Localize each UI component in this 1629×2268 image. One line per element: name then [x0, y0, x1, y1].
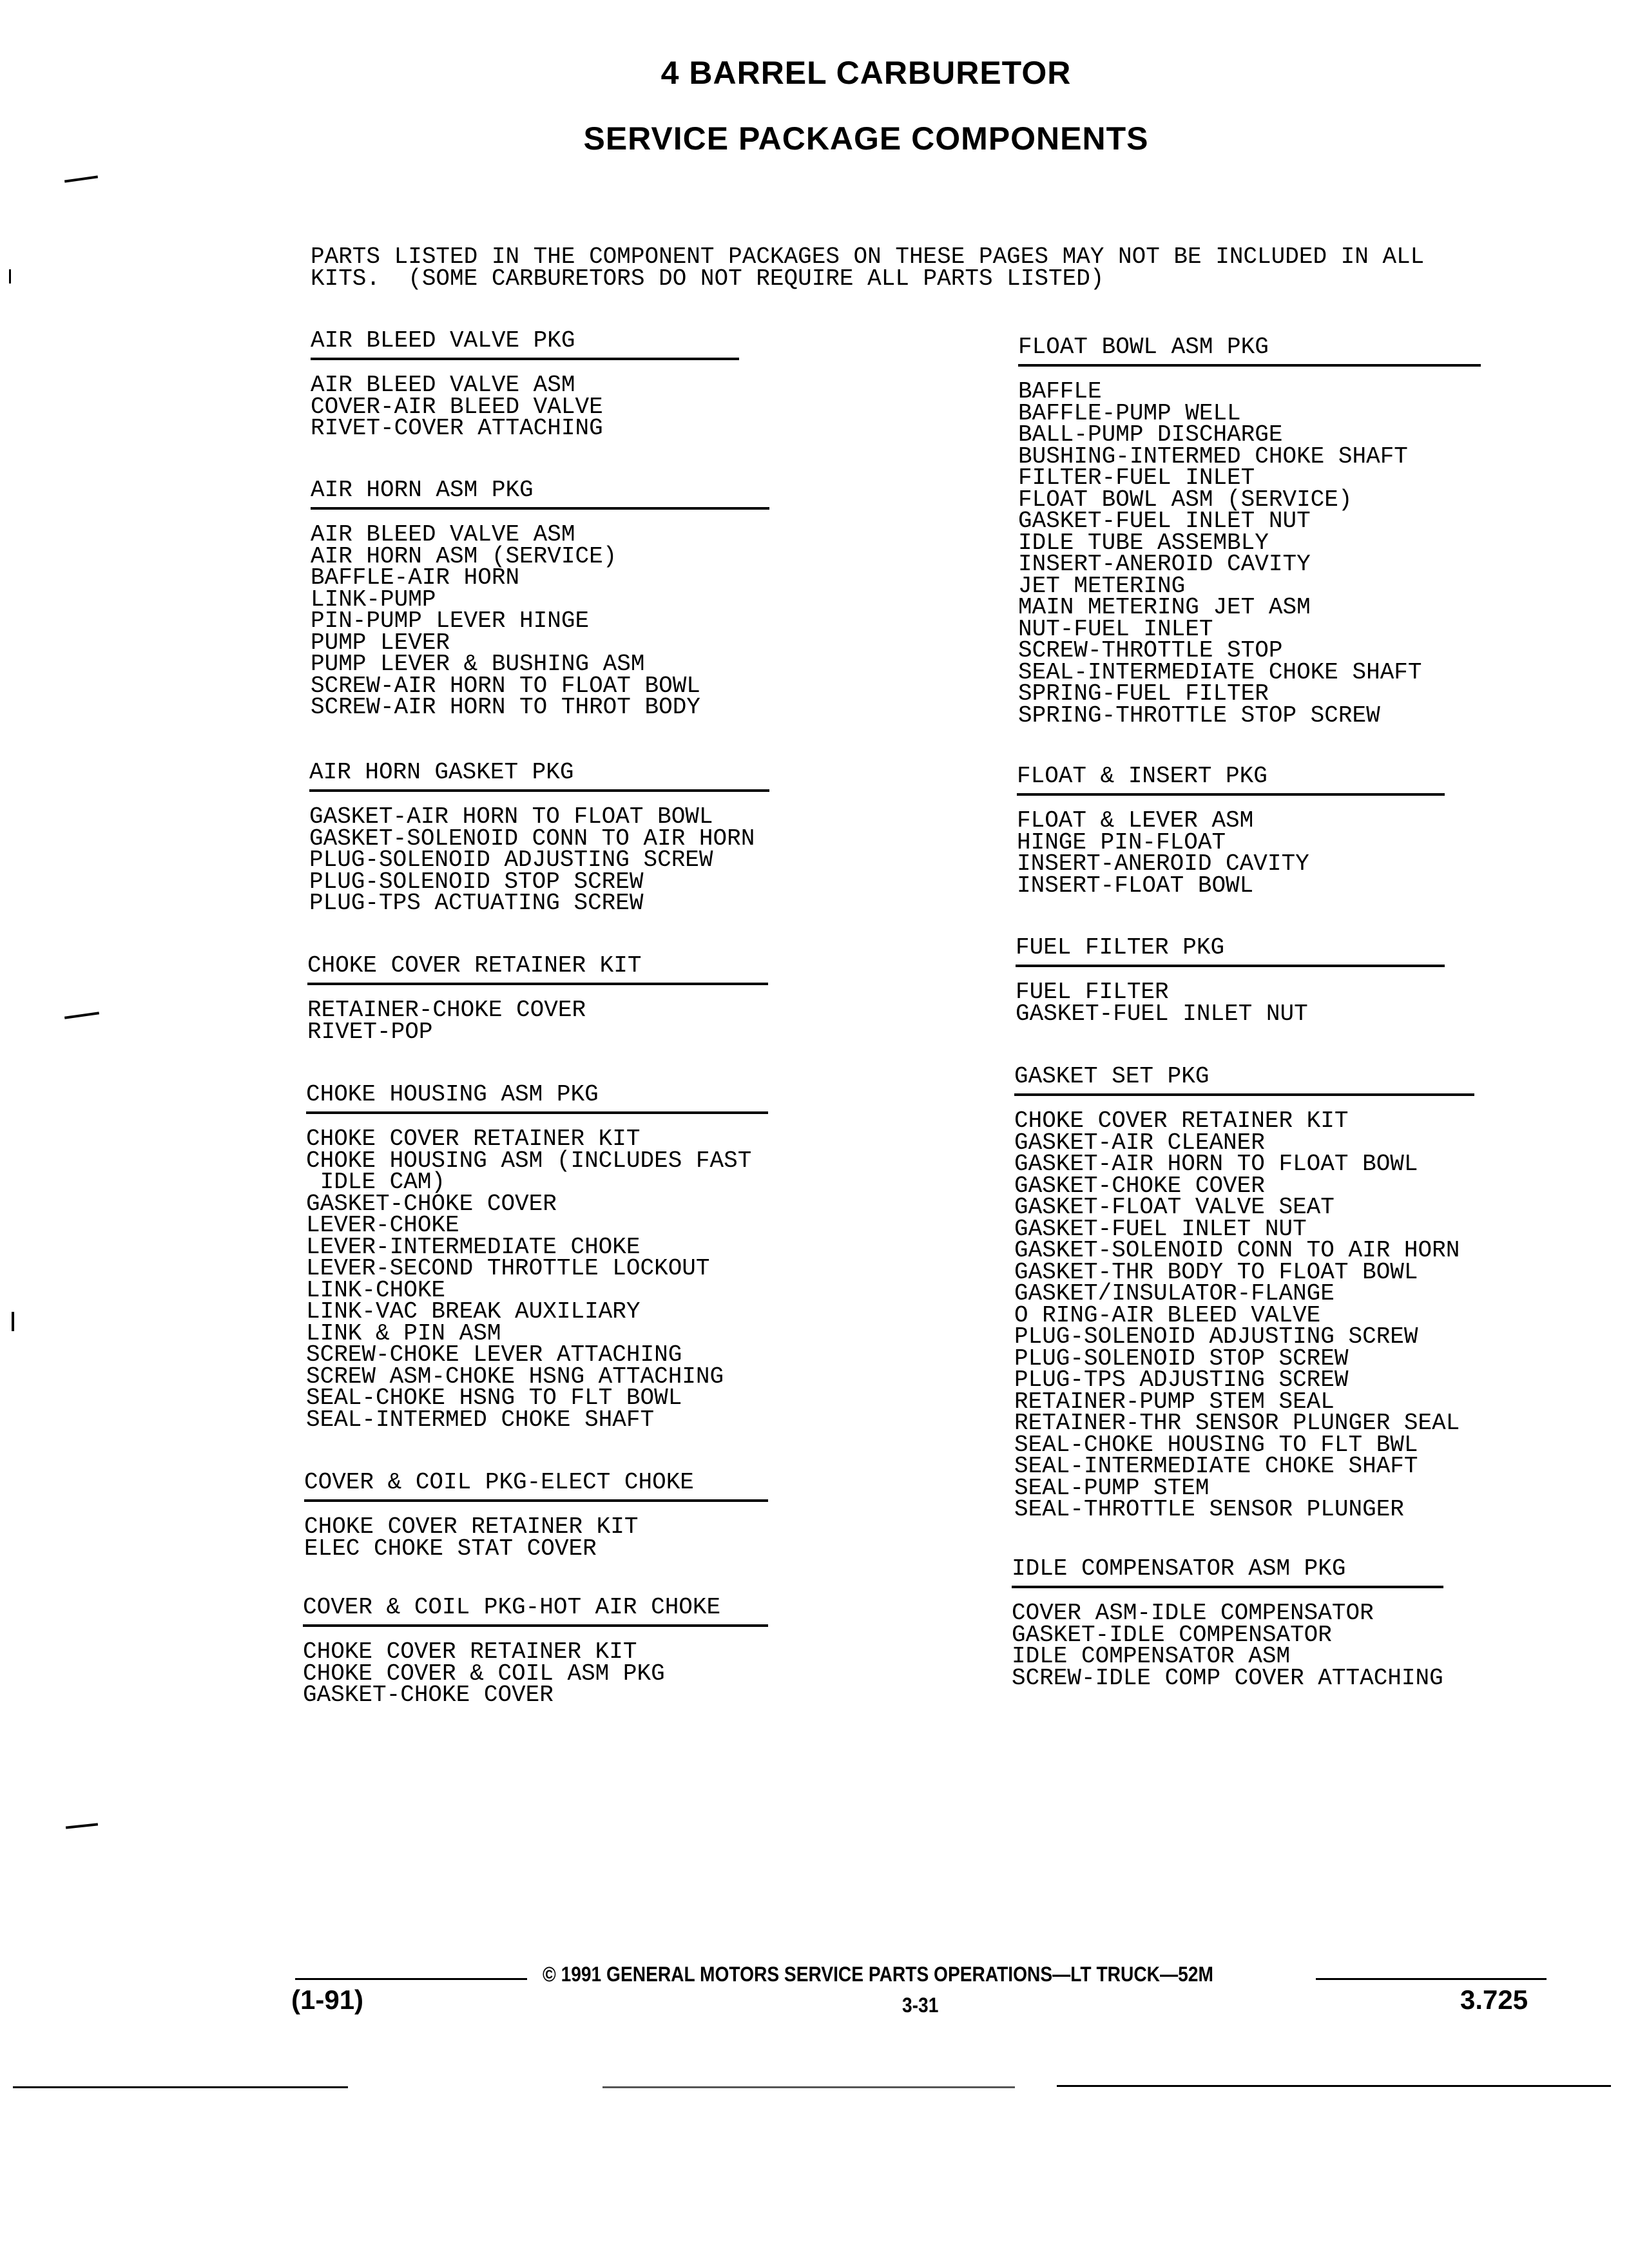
- list-item: PUMP LEVER: [311, 629, 450, 656]
- package-heading: CHOKE HOUSING ASM PKG: [306, 1081, 768, 1114]
- list-item: O RING-AIR BLEED VALVE: [1014, 1302, 1321, 1329]
- list-item: COVER ASM-IDLE COMPENSATOR: [1012, 1600, 1374, 1626]
- package-heading: COVER & COIL PKG-HOT AIR CHOKE: [303, 1594, 768, 1627]
- package-fuel-filter: [1016, 934, 1445, 1027]
- list-item: GASKET-FUEL INLET NUT: [1018, 508, 1311, 534]
- list-item: RETAINER-PUMP STEM SEAL: [1014, 1388, 1335, 1415]
- list-item: BUSHING-INTERMED CHOKE SHAFT: [1018, 443, 1408, 470]
- list-item: IDLE CAM): [306, 1169, 446, 1195]
- list-item: BAFFLE-PUMP WELL: [1018, 399, 1241, 427]
- list-item: INSERT-ANEROID CAVITY: [1018, 551, 1311, 577]
- package-items: [1014, 1110, 1474, 1521]
- list-item: LINK & PIN ASM: [306, 1320, 501, 1347]
- list-item: LEVER-CHOKE: [306, 1212, 459, 1238]
- list-item: GASKET-THR BODY TO FLOAT BOWL: [1014, 1258, 1418, 1285]
- list-item: GASKET-CHOKE COVER: [1014, 1172, 1265, 1199]
- list-item: SEAL-INTERMEDIATE CHOKE SHAFT: [1014, 1453, 1418, 1479]
- package-items: [1018, 378, 1481, 729]
- list-item: PLUG-SOLENOID ADJUSTING SCREW: [309, 847, 713, 873]
- package-air-bleed-valve: [311, 327, 739, 439]
- footer-date-code: (1-91): [291, 1984, 364, 2015]
- list-item: GASKET-CHOKE COVER: [303, 1682, 554, 1708]
- list-item: PLUG-TPS ADJUSTING SCREW: [1014, 1367, 1349, 1393]
- margin-mark: [64, 175, 98, 182]
- package-items: [307, 999, 768, 1043]
- package-items: [1016, 979, 1445, 1027]
- list-item: GASKET-AIR CLEANER: [1014, 1129, 1265, 1156]
- list-item: GASKET-FUEL INLET NUT: [1014, 1215, 1307, 1242]
- package-cover-coil-hot-air-choke: [303, 1594, 768, 1706]
- list-item: SEAL-INTERMEDIATE CHOKE SHAFT: [1018, 658, 1422, 686]
- package-choke-housing-asm: [306, 1081, 768, 1433]
- package-gasket-set: [1014, 1063, 1474, 1521]
- list-item: SEAL-INTERMED CHOKE SHAFT: [306, 1406, 655, 1433]
- package-items: [306, 1126, 768, 1433]
- list-item: RETAINER-CHOKE COVER: [307, 997, 586, 1023]
- package-heading: AIR BLEED VALVE PKG: [311, 327, 739, 360]
- list-item: SEAL-THROTTLE SENSOR PLUNGER: [1014, 1496, 1404, 1523]
- list-item: ELEC CHOKE STAT COVER: [304, 1535, 597, 1562]
- list-item: AIR HORN ASM (SERVICE): [311, 543, 617, 570]
- package-items: [311, 374, 739, 439]
- list-item: CHOKE COVER & COIL ASM PKG: [303, 1660, 665, 1687]
- list-item: CHOKE COVER RETAINER KIT: [303, 1639, 637, 1665]
- list-item: MAIN METERING JET ASM: [1018, 594, 1311, 620]
- list-item: INSERT-FLOAT BOWL: [1017, 872, 1254, 899]
- package-heading: IDLE COMPENSATOR ASM PKG: [1012, 1555, 1443, 1588]
- list-item: JET METERING: [1018, 572, 1186, 599]
- list-item: FLOAT BOWL ASM (SERVICE): [1018, 486, 1353, 513]
- list-item: FLOAT & LEVER ASM: [1017, 807, 1254, 834]
- package-cover-coil-elect-choke: [304, 1469, 768, 1562]
- list-item: LEVER-SECOND THROTTLE LOCKOUT: [306, 1255, 710, 1282]
- margin-mark: [12, 1312, 14, 1331]
- package-items: [311, 521, 769, 720]
- list-item: GASKET-AIR HORN TO FLOAT BOWL: [309, 803, 713, 830]
- list-item: GASKET-FLOAT VALVE SEAT: [1014, 1194, 1335, 1220]
- package-idle-compensator: [1012, 1555, 1443, 1689]
- list-item: AIR BLEED VALVE ASM: [311, 521, 575, 548]
- list-item: CHOKE COVER RETAINER KIT: [304, 1514, 639, 1540]
- list-item: PLUG-SOLENOID STOP SCREW: [1014, 1345, 1349, 1372]
- list-item: PLUG-TPS ACTUATING SCREW: [309, 890, 644, 916]
- list-item: GASKET-AIR HORN TO FLOAT BOWL: [1014, 1151, 1418, 1177]
- bottom-rule: [602, 2086, 1015, 2088]
- list-item: IDLE COMPENSATOR ASM: [1012, 1643, 1291, 1669]
- list-item: PLUG-SOLENOID STOP SCREW: [309, 868, 644, 895]
- list-item: SEAL-CHOKE HSNG TO FLT BOWL: [306, 1385, 682, 1411]
- list-item: HINGE PIN-FLOAT: [1017, 829, 1226, 856]
- list-item: LEVER-INTERMEDIATE CHOKE: [306, 1233, 641, 1260]
- package-heading: FLOAT & INSERT PKG: [1017, 763, 1445, 796]
- list-item: BALL-PUMP DISCHARGE: [1018, 421, 1283, 448]
- package-items: [304, 1514, 768, 1562]
- package-items: [1017, 807, 1445, 899]
- package-items: [1012, 1602, 1443, 1689]
- footer-copyright: © 1991 GENERAL MOTORS SERVICE PARTS OPERATIONS—LT TRUCK—52M: [543, 1963, 1213, 1986]
- footer-section-number: 3.725: [1460, 1984, 1528, 2015]
- list-item: NUT-FUEL INLET: [1018, 615, 1213, 642]
- list-item: SCREW-AIR HORN TO THROT BODY: [311, 694, 700, 720]
- package-air-horn-gasket: [309, 759, 769, 914]
- list-item: GASKET-IDLE COMPENSATOR: [1012, 1621, 1332, 1648]
- package-items: [303, 1641, 768, 1706]
- page-subtitle: SERVICE PACKAGE COMPONENTS: [583, 120, 1149, 157]
- list-item: SCREW-THROTTLE STOP: [1018, 637, 1283, 664]
- page-title: 4 BARREL CARBURETOR: [660, 55, 1072, 91]
- footer-page-number: 3-31: [902, 1994, 939, 2017]
- list-item: LINK-VAC BREAK AUXILIARY: [306, 1298, 641, 1325]
- package-heading: FLOAT BOWL ASM PKG: [1018, 334, 1481, 367]
- package-heading: FUEL FILTER PKG: [1016, 934, 1445, 967]
- package-items: [309, 803, 769, 916]
- list-item: BAFFLE-AIR HORN: [311, 564, 520, 591]
- list-item: PLUG-SOLENOID ADJUSTING SCREW: [1014, 1323, 1418, 1350]
- package-float-bowl-asm: [1018, 334, 1481, 729]
- list-item: GASKET/INSULATOR-FLANGE: [1014, 1280, 1335, 1307]
- bottom-rule: [13, 2086, 348, 2088]
- list-item: SCREW-IDLE COMP COVER ATTACHING: [1012, 1664, 1443, 1691]
- list-item: PUMP LEVER & BUSHING ASM: [311, 651, 645, 677]
- list-item: LINK-CHOKE: [306, 1276, 446, 1303]
- footer-rule-right: [1316, 1978, 1547, 1980]
- list-item: AIR BLEED VALVE ASM: [311, 372, 575, 398]
- margin-mark: [64, 1012, 99, 1019]
- list-item: GASKET-CHOKE COVER: [306, 1190, 557, 1217]
- list-item: RIVET-COVER ATTACHING: [311, 415, 603, 441]
- intro-note: PARTS LISTED IN THE COMPONENT PACKAGES ON THESE PAGES MAY NOT BE INCLUDED IN ALL KITS. (SOME CARBURETORS DO NOT REQUIRE ALL PARTS LISTED): [311, 244, 1425, 292]
- list-item: SPRING-THROTTLE STOP SCREW: [1018, 702, 1380, 729]
- list-item: SCREW ASM-CHOKE HSNG ATTACHING: [306, 1363, 724, 1390]
- list-item: COVER-AIR BLEED VALVE: [311, 393, 603, 420]
- package-heading: GASKET SET PKG: [1014, 1063, 1474, 1096]
- package-heading: CHOKE COVER RETAINER KIT: [307, 952, 768, 985]
- list-item: PIN-PUMP LEVER HINGE: [311, 608, 590, 634]
- package-heading: AIR HORN GASKET PKG: [309, 759, 769, 792]
- list-item: SCREW-CHOKE LEVER ATTACHING: [306, 1341, 682, 1368]
- list-item: RIVET-POP: [307, 1018, 433, 1045]
- margin-mark: [66, 1823, 98, 1829]
- list-item: CHOKE HOUSING ASM (INCLUDES FAST: [306, 1147, 752, 1174]
- package-air-horn-asm: [311, 477, 769, 718]
- list-item: BAFFLE: [1018, 378, 1102, 405]
- list-item: SEAL-CHOKE HOUSING TO FLT BWL: [1014, 1431, 1418, 1458]
- list-item: SCREW-AIR HORN TO FLOAT BOWL: [311, 672, 700, 699]
- package-float-insert: [1017, 763, 1445, 899]
- package-heading: COVER & COIL PKG-ELECT CHOKE: [304, 1469, 768, 1502]
- package-choke-cover-retainer-kit: [307, 952, 768, 1043]
- list-item: RETAINER-THR SENSOR PLUNGER SEAL: [1014, 1410, 1460, 1436]
- package-heading: AIR HORN ASM PKG: [311, 477, 769, 510]
- list-item: CHOKE COVER RETAINER KIT: [306, 1126, 641, 1152]
- bottom-rule: [1057, 2085, 1611, 2087]
- list-item: SEAL-PUMP STEM: [1014, 1474, 1210, 1501]
- list-item: LINK-PUMP: [311, 586, 436, 613]
- list-item: INSERT-ANEROID CAVITY: [1017, 850, 1309, 877]
- list-item: SPRING-FUEL FILTER: [1018, 680, 1269, 707]
- margin-mark: [9, 269, 11, 284]
- list-item: GASKET-FUEL INLET NUT: [1016, 1000, 1308, 1027]
- list-item: FUEL FILTER: [1016, 979, 1169, 1005]
- list-item: GASKET-SOLENOID CONN TO AIR HORN: [309, 825, 755, 852]
- footer-rule-left: [295, 1978, 527, 1980]
- list-item: IDLE TUBE ASSEMBLY: [1018, 529, 1269, 556]
- list-item: GASKET-SOLENOID CONN TO AIR HORN: [1014, 1237, 1460, 1264]
- list-item: CHOKE COVER RETAINER KIT: [1014, 1108, 1349, 1134]
- list-item: FILTER-FUEL INLET: [1018, 465, 1255, 491]
